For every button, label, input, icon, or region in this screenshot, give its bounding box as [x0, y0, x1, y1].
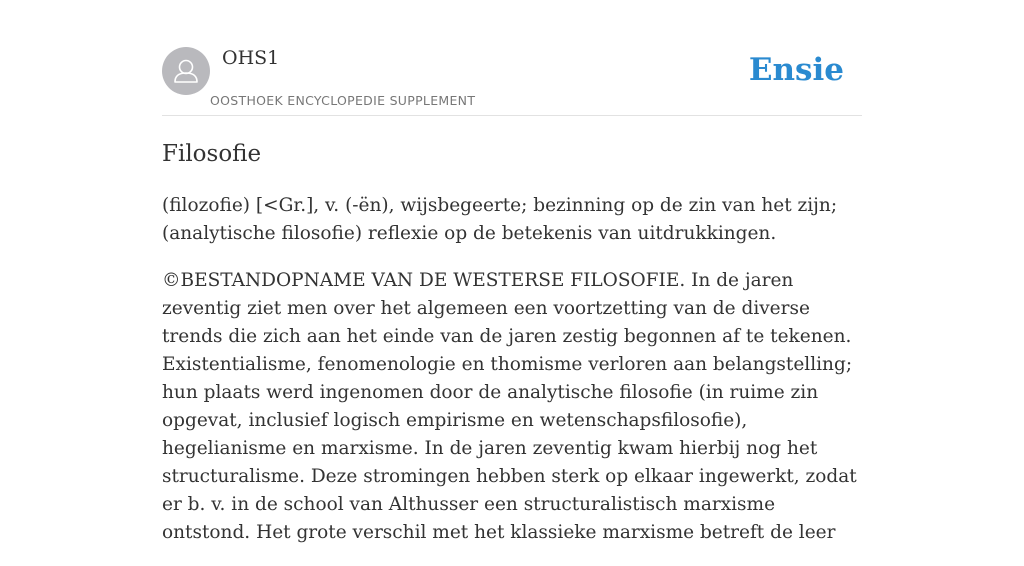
source-label[interactable]: OOSTHOEK ENCYCLOPEDIE SUPPLEMENT	[210, 93, 476, 108]
user-icon	[162, 47, 210, 95]
article-paragraph: ©BESTANDOPNAME VAN DE WESTERSE FILOSOFIE. In de jaren zeventig ziet men over het algemeen een voortzetting van de diverse trends die zich aan het einde van de jaren zestig begonnen af te tekenen. Existentialisme, fenomenologie en thomisme verloren aan belangstelling; hun plaats werd ingenomen door de analytische filosofie (in ruime zin opgevat, inclusief logisch empirisme en wetenschapsfilosofie), hegelianisme en marxisme. In de jaren zeventig kwam hierbij nog het structuralisme. Deze stromingen hebben sterk op elkaar ingewerkt, zodat er b. v. in de school van Althusser een structuralistisch marxisme ontstond. Het grote verschil met het klassieke marxisme betreft de leer	[162, 270, 857, 543]
article-title: Filosofie	[162, 141, 262, 167]
article-header	[162, 0, 862, 116]
article-body	[162, 192, 862, 566]
author-name[interactable]: OHS1	[222, 47, 280, 69]
avatar[interactable]	[162, 47, 210, 95]
definition-paragraph: (filozofie) [<Gr.], v. (-ën), wijsbegeerte; bezinning op de zin van het zijn; (analytische filosofie) reflexie op de betekenis van uitdrukkingen.	[162, 195, 838, 244]
ensie-logo[interactable]: Ensie	[748, 52, 844, 88]
